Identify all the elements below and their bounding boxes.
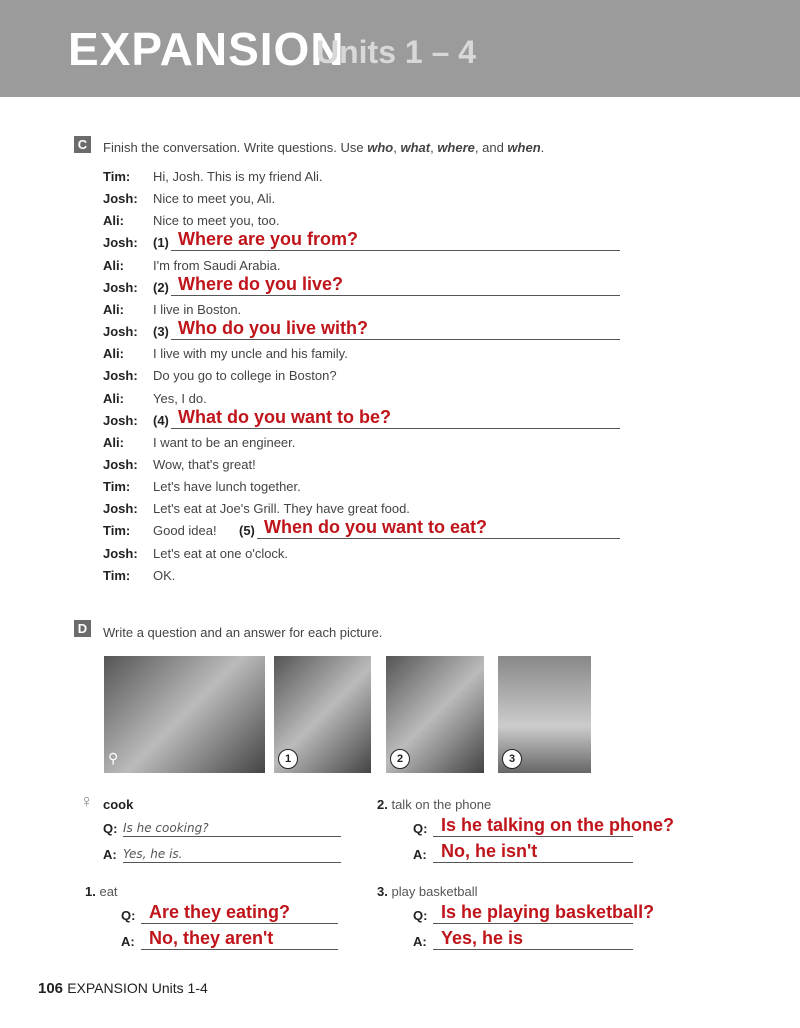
item-prompt: 2. talk on the phone — [377, 797, 492, 812]
speaker: Ali: — [103, 301, 124, 317]
key-icon: ♀ — [80, 791, 94, 811]
a-label: A: — [413, 934, 427, 949]
blank-number: (2) — [153, 279, 169, 295]
photo-eat — [274, 656, 371, 773]
a-example: Yes, he is. — [123, 847, 183, 861]
answer-line — [433, 862, 633, 863]
dialogue-line — [103, 368, 623, 390]
header-title: EXPANSION — [68, 23, 345, 75]
dialogue-line — [103, 546, 623, 568]
speaker: Tim: — [103, 479, 131, 495]
line-text: Wow, that's great! — [153, 456, 256, 472]
answer-line — [171, 295, 620, 296]
line-text: Nice to meet you, Ali. — [153, 191, 276, 207]
photo-basketball — [498, 656, 591, 773]
line-text: I live in Boston. — [153, 301, 242, 317]
q-answer[interactable]: Are they eating? — [149, 902, 291, 922]
dialogue-line — [103, 273, 623, 302]
line-text: Let's eat at one o'clock. — [153, 545, 289, 561]
speaker: Ali: — [103, 346, 124, 362]
item-prompt: cook — [103, 797, 134, 812]
answer-line — [141, 923, 338, 924]
blank-number: (5) — [239, 523, 255, 539]
page-number: 106 — [38, 980, 64, 997]
a-answer[interactable]: No, they aren't — [149, 928, 274, 948]
page-footer — [38, 980, 208, 997]
key-icon: ⚲ — [108, 750, 119, 766]
speaker: Josh: — [103, 456, 138, 472]
a-label: A: — [413, 847, 427, 862]
dialogue-line — [103, 457, 623, 479]
dialogue-line — [103, 191, 623, 213]
speaker: Ali: — [103, 390, 124, 406]
speaker: Ali: — [103, 213, 124, 229]
speaker: Tim: — [103, 169, 131, 184]
answer-line — [433, 836, 633, 837]
photo-number: 2 — [390, 749, 410, 769]
section-c-label: C — [74, 136, 91, 153]
blank-number: (1) — [153, 235, 169, 251]
photo-number: 3 — [502, 749, 522, 769]
answer-line — [433, 923, 633, 924]
dialogue-line — [103, 406, 623, 435]
item-prompt: 1. eat — [85, 884, 118, 899]
dialogue-line — [103, 169, 623, 191]
speaker: Tim: — [103, 523, 131, 539]
answer-text[interactable]: Who do you live with? — [178, 318, 368, 339]
answer-line — [123, 862, 341, 863]
speaker: Josh: — [103, 545, 138, 561]
blank-number: (3) — [153, 324, 169, 340]
q-label: Q: — [413, 908, 428, 923]
q-answer[interactable]: Is he talking on the phone? — [441, 815, 675, 835]
q-label: Q: — [103, 821, 118, 836]
line-text: OK. — [153, 567, 176, 583]
line-text: I'm from Saudi Arabia. — [153, 257, 281, 273]
answer-text[interactable]: When do you want to eat? — [264, 517, 487, 538]
speaker: Ali: — [103, 257, 124, 273]
speaker: Josh: — [103, 368, 138, 384]
section-d-label: D — [74, 620, 91, 637]
section-d-instructions: Write a question and an answer for each picture. — [103, 625, 383, 640]
speaker: Josh: — [103, 191, 138, 207]
answer-line — [171, 428, 620, 429]
line-text: I want to be an engineer. — [153, 434, 296, 450]
item-prompt: 3. play basketball — [377, 884, 478, 899]
dialogue-line — [103, 346, 623, 368]
photo-phone — [386, 656, 484, 773]
line-text: Nice to meet you, too. — [153, 213, 280, 229]
a-label: A: — [103, 847, 117, 862]
dialogue-line — [103, 229, 623, 257]
dialogue-line — [103, 479, 623, 501]
dialogue-line — [103, 318, 623, 346]
page-header — [0, 0, 800, 97]
answer-line — [123, 836, 341, 837]
header-subtitle: Units 1 – 4 — [316, 34, 477, 70]
speaker: Josh: — [103, 235, 138, 251]
answer-text[interactable]: What do you want to be? — [178, 406, 391, 427]
speaker: Josh: — [103, 412, 138, 428]
speaker: Josh: — [103, 324, 138, 340]
line-text: Do you go to college in Boston? — [153, 368, 337, 384]
answer-line — [257, 538, 620, 539]
answer-text[interactable]: Where are you from? — [178, 229, 359, 250]
section-c-instructions: Finish the conversation. Write questions. Use who, what, where, and when. — [103, 140, 545, 155]
speaker: Ali: — [103, 434, 124, 450]
q-answer[interactable]: Is he playing basketball? — [441, 902, 655, 922]
a-answer[interactable]: Yes, he is — [441, 928, 524, 948]
q-label: Q: — [121, 908, 136, 923]
line-text: I live with my uncle and his family. — [153, 346, 348, 362]
blank-number: (4) — [153, 412, 169, 428]
line-text: Hi, Josh. This is my friend Ali. — [153, 169, 323, 184]
photo-number: 1 — [278, 749, 298, 769]
photo-cook — [104, 656, 265, 773]
a-answer[interactable]: No, he isn't — [441, 841, 538, 861]
q-example: Is he cooking? — [123, 821, 209, 835]
q-label: Q: — [413, 821, 428, 836]
footer-text: EXPANSION Units 1-4 — [67, 980, 208, 996]
line-text: Yes, I do. — [153, 390, 207, 406]
line-text: Let's have lunch together. — [153, 479, 301, 495]
a-label: A: — [121, 934, 135, 949]
line-text: Let's eat at Joe's Grill. They have great food. — [153, 501, 410, 517]
dialogue-line — [103, 568, 623, 590]
answer-line — [141, 949, 338, 950]
speaker: Josh: — [103, 501, 138, 517]
dialogue-line — [103, 517, 623, 545]
line-text: Good idea! — [153, 523, 217, 539]
answer-line — [171, 250, 620, 251]
answer-line — [433, 949, 633, 950]
dialogue-line — [103, 435, 623, 457]
speaker: Josh: — [103, 279, 138, 295]
answer-text[interactable]: Where do you live? — [178, 273, 344, 294]
speaker: Tim: — [103, 567, 131, 583]
answer-line — [171, 339, 620, 340]
